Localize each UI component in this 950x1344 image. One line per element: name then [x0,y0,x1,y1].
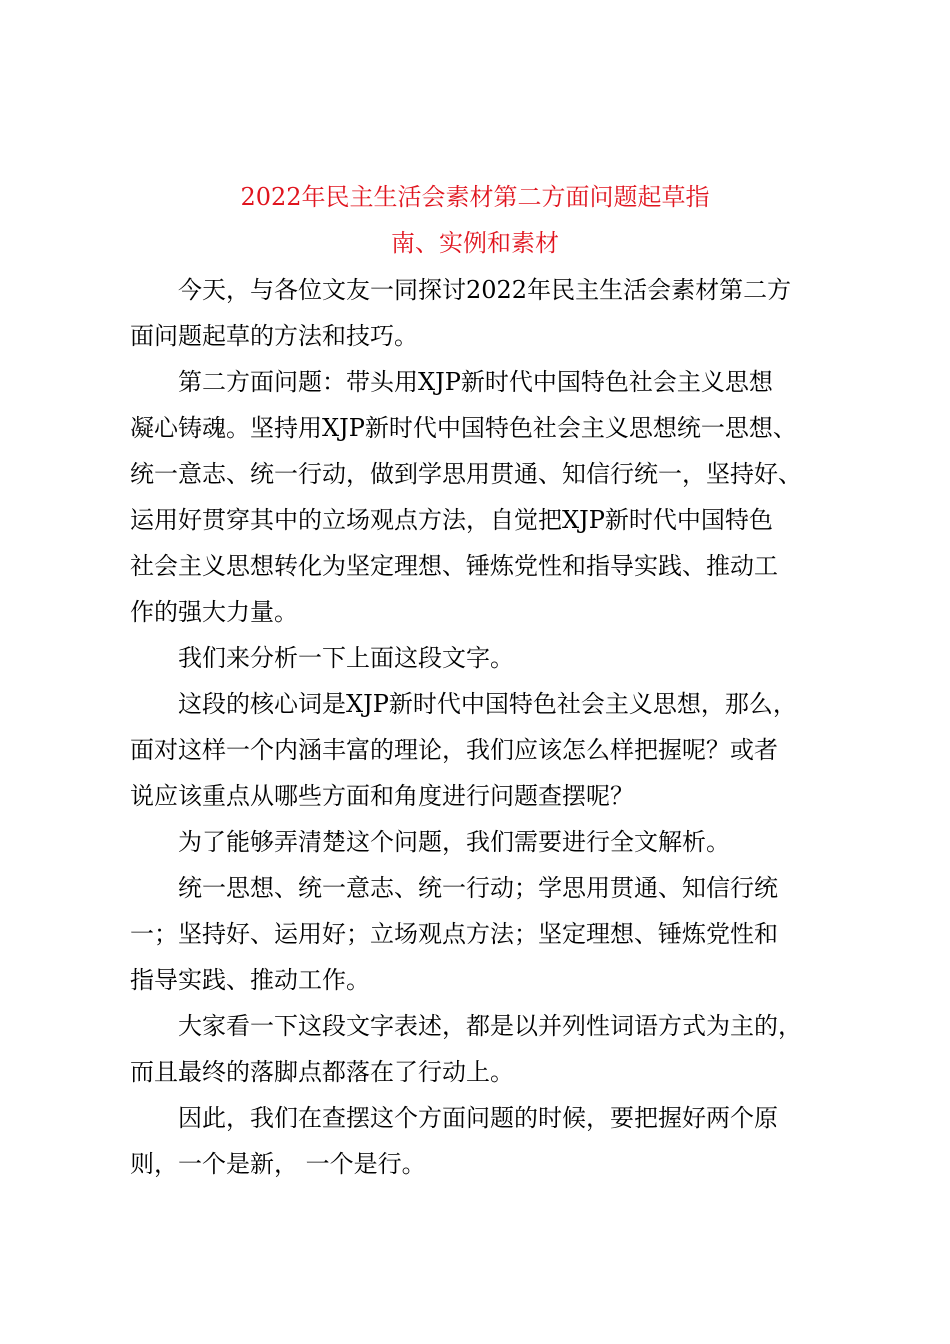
paragraph-line: 统一意志、统一行动，做到学思用贯通、知信行统一，坚持好、 [130,460,802,488]
paragraph-line: 说应该重点从哪些方面和角度进行问题查摆呢？ [130,782,634,810]
paragraph-line: 而且最终的落脚点都落在了行动上。 [130,1058,514,1086]
paragraph-line: 一；坚持好、运用好；立场观点方法；坚定理想、锤炼党性和 [130,920,778,948]
paragraph-line: 这段的核心词是XJP新时代中国特色社会主义思想，那么， [178,690,797,718]
paragraph-line: 面对这样一个内涵丰富的理论，我们应该怎么样把握呢？或者 [130,736,778,764]
paragraph-line: 今天，与各位文友一同探讨2022年民主生活会素材第二方 [178,276,792,304]
paragraph-line: 运用好贯穿其中的立场观点方法，自觉把XJP新时代中国特色 [130,506,773,534]
paragraph-line: 我们来分析一下上面这段文字。 [178,644,514,672]
paragraph-line: 面问题起草的方法和技巧。 [130,322,418,350]
document-title-line-2: 南、实例和素材 [391,229,559,257]
paragraph-line: 凝心铸魂。坚持用XJP新时代中国特色社会主义思想统一思想、 [130,414,797,442]
paragraph-line: 第二方面问题：带头用XJP新时代中国特色社会主义思想 [178,368,773,396]
paragraph-line: 因此，我们在查摆这个方面问题的时候，要把握好两个原 [178,1104,778,1132]
paragraph-line: 作的强大力量。 [130,598,298,626]
document-title-line-1: 2022年民主生活会素材第二方面问题起草指 [240,183,710,211]
paragraph-line: 则，一个是新， 一个是行。 [130,1150,426,1178]
paragraph-line: 大家看一下这段文字表述，都是以并列性词语方式为主的， [178,1012,802,1040]
paragraph-line: 为了能够弄清楚这个问题，我们需要进行全文解析。 [178,828,730,856]
paragraph-line: 指导实践、推动工作。 [130,966,370,994]
paragraph-line: 社会主义思想转化为坚定理想、锤炼党性和指导实践、推动工 [130,552,778,580]
paragraph-line: 统一思想、统一意志、统一行动；学思用贯通、知信行统 [178,874,778,902]
